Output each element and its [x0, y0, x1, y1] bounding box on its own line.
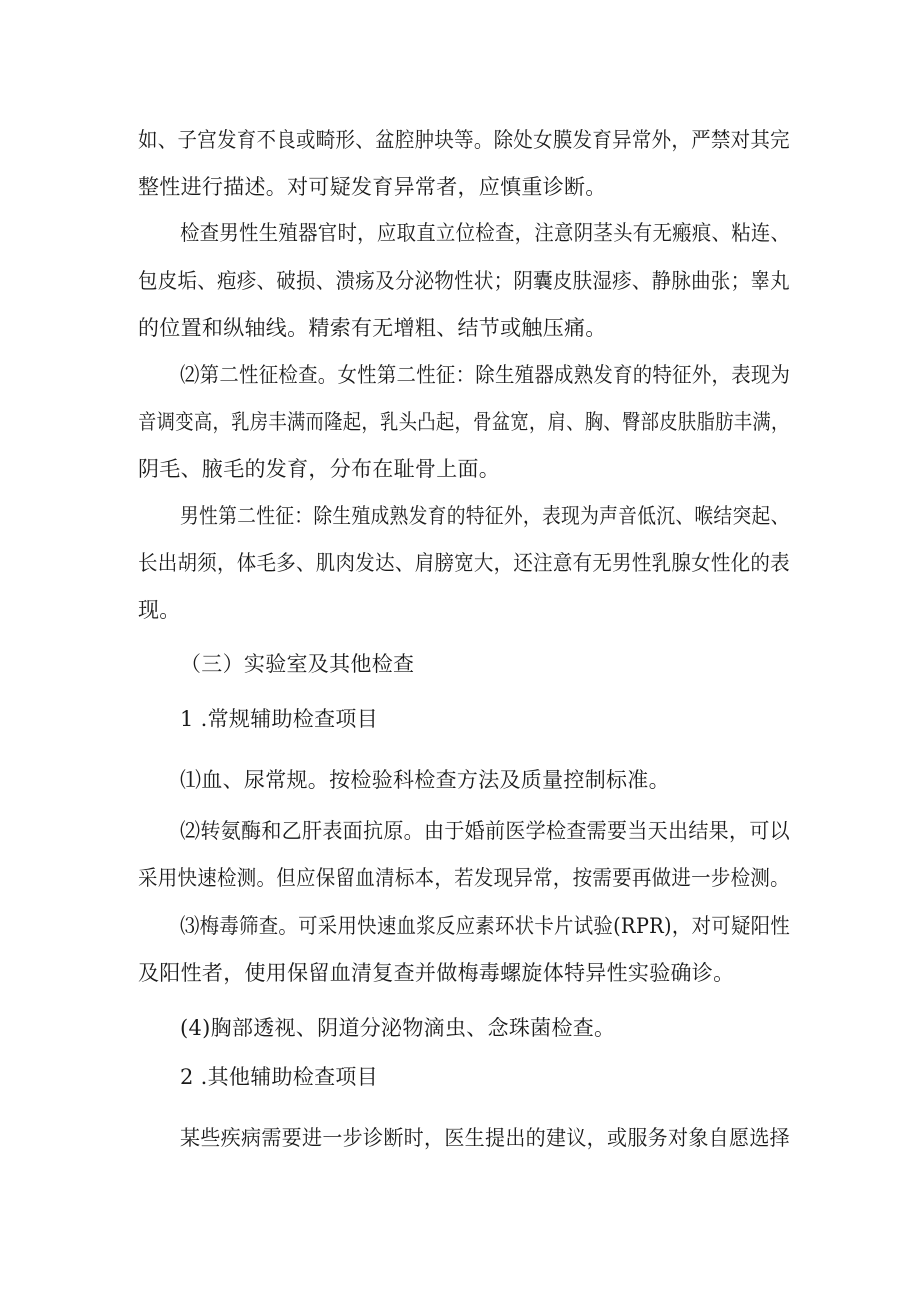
text-line: 及阳性者，使用保留血清复查并做梅毒螺旋体特异性实验确诊。: [138, 961, 735, 985]
text-line: ⑶梅毒筛查。可采用快速血浆反应素环状卡片试验(RPR)，对可疑阳性: [180, 914, 791, 938]
text-line: 包皮垢、疱疹、破损、溃疡及分泌物性状；阴囊皮肤湿疹、静脉曲张；睾丸: [138, 269, 790, 293]
subsection-heading: 2 .其他辅助检查项目: [180, 1065, 379, 1089]
text-line: 某些疾病需要进一步诊断时，医生提出的建议，或服务对象自愿选择: [180, 1126, 790, 1150]
text-line: ⑵转氨酶和乙肝表面抗原。由于婚前医学检查需要当天出结果，可以: [180, 819, 790, 843]
text-line: ⑵第二性征检查。女性第二性征：除生殖器成熟发育的特征外，表现为: [180, 363, 791, 387]
text-line: (4)胸部透视、阴道分泌物滴虫、念珠菌检查。: [180, 1016, 616, 1040]
text-line: 检查男性生殖器官时，应取直立位检查，注意阴茎头有无瘢痕、粘连、: [180, 221, 791, 245]
text-line: 音调变高，乳房丰满而隆起，乳头凸起，骨盆宽，肩、胸、臀部皮肤脂肪丰满，: [138, 410, 790, 434]
text-line: 现。: [138, 598, 181, 622]
text-line: 采用快速检测。但应保留血清标本，若发现异常，按需要再做进一步检测。: [138, 866, 790, 890]
subsection-heading: 1 .常规辅助检查项目: [180, 707, 379, 731]
text-line: 阴毛、腋毛的发育，分布在耻骨上面。: [138, 457, 501, 481]
section-heading: （三）实验室及其他检查: [180, 652, 415, 676]
text-line: 如、子宫发育不良或畸形、盆腔肿块等。除处女膜发育异常外，严禁对其完: [138, 128, 790, 152]
text-line: 的位置和纵轴线。精索有无增粗、结节或触压痛。: [138, 316, 607, 340]
text-line: 长出胡须，体毛多、肌肉发达、肩膀宽大，还注意有无男性乳腺女性化的表: [138, 551, 790, 575]
text-line: 整性进行描述。对可疑发育异常者，应慎重诊断。: [138, 175, 607, 199]
text-line: ⑴血、尿常规。按检验科检查方法及质量控制标准。: [180, 768, 670, 792]
text-line: 男性第二性征：除生殖成熟发育的特征外，表现为声音低沉、喉结突起、: [180, 504, 790, 528]
